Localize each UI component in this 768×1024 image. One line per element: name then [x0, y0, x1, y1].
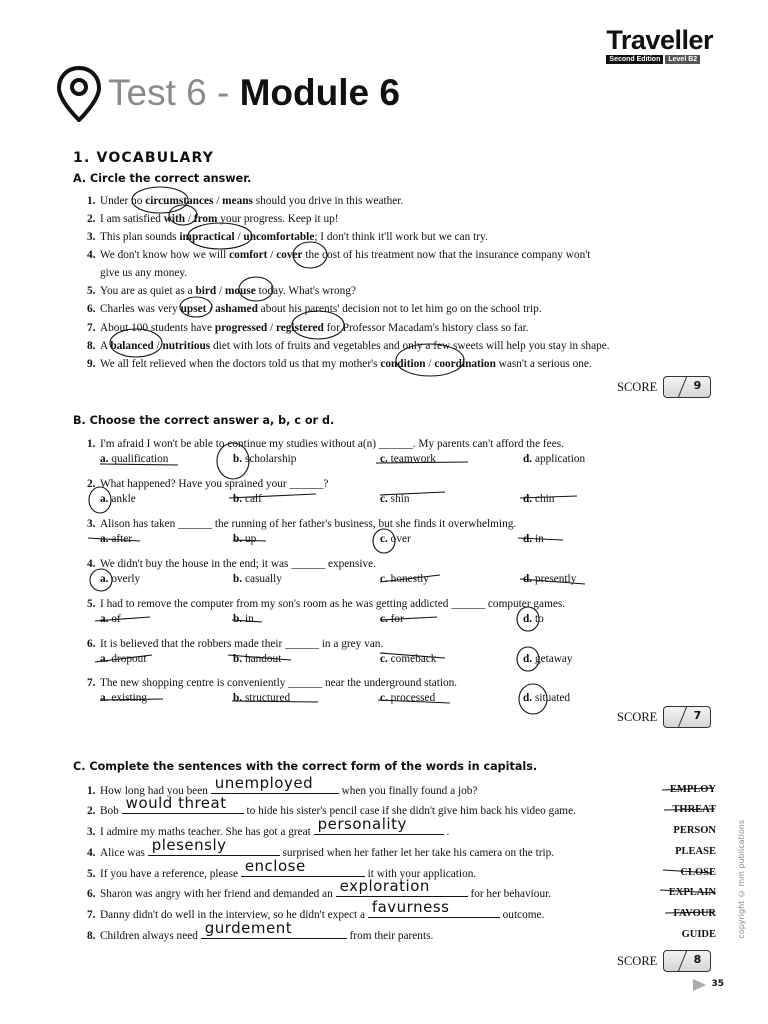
score-label: SCORE — [617, 953, 658, 968]
option-a: condition — [380, 358, 426, 370]
question-number: 6. — [87, 888, 96, 900]
answer-option — [100, 493, 136, 505]
sentence-end: when you finally found a job? — [341, 785, 478, 797]
module-name: Module 6 — [239, 72, 400, 113]
option-text: teamwork — [390, 453, 436, 465]
question-number: 5. — [87, 868, 96, 880]
question-number: 7. — [87, 909, 96, 921]
copyright-note: copyright © mm publications — [737, 820, 746, 939]
option-letter: d. — [523, 533, 533, 545]
answer-blank — [314, 815, 444, 835]
sentence-end: to hide his sister's pencil case if she didn't give him back his video game. — [246, 805, 576, 817]
capital-word: GUIDE — [681, 929, 716, 940]
option-text: in — [244, 613, 254, 625]
score-label: SCORE — [617, 709, 658, 724]
capital-word: FAVOUR — [673, 908, 716, 919]
option-text: in — [534, 533, 544, 545]
option-separator: / — [267, 322, 276, 334]
answer-option — [100, 533, 132, 545]
option-separator: / — [267, 249, 277, 261]
sentence-end: it with your application. — [367, 868, 477, 880]
sentence-end: . — [446, 826, 450, 838]
question-item — [87, 337, 610, 355]
option-text: situated — [534, 692, 571, 704]
question-item — [87, 595, 565, 613]
answer-option — [523, 613, 544, 625]
part-c-instruction: C. Complete the sentences with the correct form of the words in capitals. — [73, 760, 538, 773]
option-letter: c. — [380, 653, 388, 665]
option-letter: b. — [233, 692, 243, 704]
option-text: processed — [390, 692, 436, 704]
option-letter: a. — [100, 493, 109, 505]
sentence-start: How long had you been — [100, 785, 208, 797]
question-number: 3. — [87, 826, 96, 838]
question-number: 1. — [87, 195, 96, 207]
option-text: calf — [244, 493, 262, 505]
question-item — [87, 674, 457, 692]
question-number: 5. — [87, 285, 96, 297]
answer-option — [380, 533, 411, 545]
capital-word: PLEASE — [675, 846, 716, 857]
option-letter: b. — [233, 613, 243, 625]
handwritten-answer: personality — [317, 815, 407, 833]
option-text: chin — [534, 493, 555, 505]
question-text: Charles was very — [100, 303, 181, 315]
sentence-end: from their parents. — [349, 930, 434, 942]
option-text: to — [534, 613, 544, 625]
question-item — [87, 836, 555, 862]
option-text: getaway — [534, 653, 573, 665]
question-text: Alison has taken ______ the running of her father's business, but she finds it overwhelming. — [100, 518, 517, 530]
question-number: 7. — [87, 677, 96, 689]
option-text: scholarship — [244, 453, 297, 465]
option-letter: a. — [100, 653, 109, 665]
question-item — [87, 300, 542, 318]
question-text: We didn't buy the house in the end; it was ______ expensive. — [100, 558, 376, 570]
answer-option — [100, 453, 168, 465]
question-item — [87, 475, 328, 493]
answer-option — [523, 692, 570, 704]
question-number: 4. — [87, 558, 96, 570]
option-b: means — [222, 195, 253, 207]
question-number: 5. — [87, 598, 96, 610]
test-number: Test 6 - — [108, 72, 230, 113]
score-value: 7 — [693, 709, 702, 722]
question-text-end: should you drive in this weather. — [252, 195, 404, 207]
handwritten-answer: would threat — [125, 794, 227, 812]
option-text: shin — [390, 493, 410, 505]
question-text-end: your progress. Keep it up! — [217, 213, 339, 225]
sentence-start: If you have a reference, please — [100, 868, 238, 880]
question-number: 3. — [87, 518, 96, 530]
answer-option — [233, 692, 290, 704]
handwritten-answer: unemployed — [214, 774, 314, 792]
question-text: About 100 students have — [100, 322, 215, 334]
option-letter: c. — [380, 533, 388, 545]
answer-option — [523, 453, 585, 465]
brand-title: Traveller — [606, 25, 713, 55]
part-b-score — [617, 706, 711, 728]
question-text: I'm afraid I won't be able to continue my studies without a(n) ______. My parents can't afford the fees. — [100, 438, 564, 450]
question-number: 4. — [87, 249, 96, 261]
handwritten-answer: plesensly — [151, 836, 227, 854]
option-b: ashamed — [215, 303, 258, 315]
question-item — [87, 355, 592, 373]
capital-word: THREAT — [672, 804, 716, 815]
option-text: handout — [244, 653, 282, 665]
answer-option — [523, 533, 544, 545]
question-text: What happened? Have you sprained your ______? — [100, 478, 329, 490]
score-label: SCORE — [617, 379, 658, 394]
sentence-end: surprised when her father let her take his camera on the trip. — [282, 847, 555, 859]
option-letter: a. — [100, 533, 109, 545]
option-text: application — [534, 453, 586, 465]
option-separator: / — [216, 285, 225, 297]
brand-subtitle — [606, 55, 713, 64]
answer-option — [100, 573, 140, 585]
question-text: You are as quiet as a — [100, 285, 196, 297]
answer-option — [233, 573, 282, 585]
answer-option — [100, 692, 147, 704]
option-text: comeback — [390, 653, 437, 665]
page-title — [108, 68, 400, 118]
question-number: 2. — [87, 805, 96, 817]
answer-option — [233, 533, 256, 545]
page-number: 35 — [711, 979, 724, 989]
option-letter: d. — [523, 692, 533, 704]
answer-option — [233, 653, 281, 665]
handwritten-answer: gurdement — [204, 919, 293, 937]
part-c-score — [617, 950, 711, 972]
option-text: over — [390, 533, 411, 545]
section-heading: 1. VOCABULARY — [73, 150, 215, 166]
answer-option — [100, 653, 146, 665]
option-letter: a. — [100, 453, 109, 465]
question-text: I am satisfied — [100, 213, 164, 225]
option-letter: a. — [100, 613, 109, 625]
answer-blank — [336, 877, 468, 897]
option-letter: a. — [100, 573, 109, 585]
question-number: 4. — [87, 847, 96, 859]
sentence-end: outcome. — [502, 909, 545, 921]
question-item — [87, 192, 403, 210]
question-text-end: diet with lots of fruits and vegetables and only a few sweets will help you stay in shape. — [210, 340, 610, 352]
option-b: uncomfortable — [243, 231, 315, 243]
question-number: 7. — [87, 322, 96, 334]
option-a: circumstances — [145, 195, 214, 207]
answer-option — [380, 613, 404, 625]
question-number: 2. — [87, 478, 96, 490]
question-text: It is believed that the robbers made their ______ in a grey van. — [100, 638, 384, 650]
question-text-end: for Professor Macadam's history class so far. — [323, 322, 529, 334]
option-text: ankle — [111, 493, 136, 505]
option-separator: / — [153, 340, 163, 352]
question-number: 2. — [87, 213, 96, 225]
answer-option — [380, 653, 436, 665]
question-text: We don't know how we will — [100, 249, 230, 261]
option-b: nutritious — [162, 340, 211, 352]
question-text: We all felt relieved when the doctors told us that my mother's — [100, 358, 381, 370]
brand-logo — [606, 26, 713, 64]
score-box — [663, 950, 711, 972]
answer-option — [523, 573, 576, 585]
question-number: 9. — [87, 358, 96, 370]
question-item — [87, 635, 383, 653]
question-text: Under no — [100, 195, 146, 207]
option-b: cover — [276, 249, 303, 261]
score-box — [663, 376, 711, 398]
question-item — [87, 435, 564, 453]
capital-word: PERSON — [673, 825, 716, 836]
question-text-end: wasn't a serious one. — [495, 358, 592, 370]
option-a: with — [163, 213, 186, 225]
part-a-instruction: A. Circle the correct answer. — [73, 172, 252, 185]
option-text: after — [111, 533, 133, 545]
option-text: of — [111, 613, 121, 625]
option-letter: d. — [523, 653, 533, 665]
answer-blank — [122, 794, 244, 814]
option-letter: c. — [380, 573, 388, 585]
question-item — [87, 319, 529, 337]
next-page-arrow-icon — [693, 979, 706, 991]
option-a: impractical — [179, 231, 235, 243]
answer-blank — [148, 836, 280, 856]
sentence-start: Alice was — [100, 847, 145, 859]
handwritten-answer: favurness — [371, 898, 450, 916]
level-badge: Level B2 — [665, 55, 700, 64]
location-pin-icon — [56, 66, 102, 122]
part-a-score — [617, 376, 711, 398]
part-b-instruction: B. Choose the correct answer a, b, c or d. — [73, 414, 335, 427]
handwritten-answer: exploration — [339, 877, 430, 895]
question-number: 8. — [87, 340, 96, 352]
question-number: 1. — [87, 785, 96, 797]
answer-option — [523, 653, 573, 665]
option-text: qualification — [111, 453, 169, 465]
handwritten-answer: enclose — [244, 857, 306, 875]
question-item — [87, 555, 376, 573]
question-text-end: the cost of his treatment now that the insurance company won't — [302, 249, 591, 261]
option-a: bird — [195, 285, 217, 297]
option-text: casually — [244, 573, 282, 585]
option-separator: / — [234, 231, 244, 243]
option-letter: c. — [380, 493, 388, 505]
option-text: up — [244, 533, 257, 545]
option-letter: b. — [233, 533, 243, 545]
option-text: overly — [111, 573, 141, 585]
sentence-end: for her behaviour. — [470, 888, 552, 900]
question-item — [87, 210, 339, 228]
option-letter: d. — [523, 573, 533, 585]
question-item — [87, 515, 516, 533]
sentence-start: Bob — [100, 805, 119, 817]
question-text-end: ; I don't think it'll work but we can try. — [314, 231, 488, 243]
question-text: A — [100, 340, 111, 352]
option-letter: b. — [233, 493, 243, 505]
edition-badge: Second Edition — [606, 55, 663, 64]
option-separator: / — [425, 358, 435, 370]
option-b: coordination — [434, 358, 496, 370]
option-b: registered — [275, 322, 324, 334]
question-item — [87, 877, 552, 903]
option-letter: c. — [380, 613, 388, 625]
question-text: I had to remove the computer from my son's room as he was getting addicted ______ computer games. — [100, 598, 566, 610]
answer-option — [233, 613, 254, 625]
option-a: upset — [180, 303, 207, 315]
answer-blank — [241, 857, 365, 877]
answer-option — [233, 453, 296, 465]
question-item — [87, 228, 488, 246]
answer-option — [523, 493, 554, 505]
option-letter: d. — [523, 493, 533, 505]
capital-word: EXPLAIN — [668, 887, 716, 898]
answer-blank — [211, 774, 339, 794]
option-a: balanced — [110, 340, 154, 352]
option-text: honestly — [390, 573, 429, 585]
question-item — [87, 815, 450, 841]
answer-blank — [368, 898, 500, 918]
question-item — [87, 898, 545, 924]
score-value: 8 — [693, 953, 702, 966]
option-letter: b. — [233, 653, 243, 665]
option-letter: d. — [523, 453, 533, 465]
question-text-end: today. What's wrong? — [255, 285, 356, 297]
answer-option — [380, 692, 435, 704]
option-separator: / — [185, 213, 194, 225]
question-text-end: about his parents' decision not to let him go on the school trip. — [257, 303, 542, 315]
option-a: comfort — [229, 249, 268, 261]
answer-option — [380, 493, 410, 505]
question-item — [100, 264, 187, 282]
question-number: 6. — [87, 638, 96, 650]
option-text: existing — [111, 692, 148, 704]
sentence-start: I admire my maths teacher. She has got a great — [100, 826, 311, 838]
option-text: presently — [534, 573, 577, 585]
option-separator: / — [206, 303, 216, 315]
option-letter: d. — [523, 613, 533, 625]
score-value: 9 — [693, 379, 702, 392]
question-number: 1. — [87, 438, 96, 450]
capital-word: CLOSE — [680, 867, 716, 878]
answer-option — [380, 573, 429, 585]
answer-option — [233, 493, 262, 505]
option-a: progressed — [214, 322, 268, 334]
option-text: dropout — [111, 653, 147, 665]
option-letter: b. — [233, 453, 243, 465]
question-item — [87, 919, 434, 945]
question-number: 6. — [87, 303, 96, 315]
question-text: give us any money. — [100, 267, 188, 279]
option-letter: b. — [233, 573, 243, 585]
sentence-start: Sharon was angry with her friend and demanded an — [100, 888, 333, 900]
option-b: mouse — [225, 285, 256, 297]
question-text: The new shopping centre is conveniently ______ near the underground station. — [100, 677, 458, 689]
option-b: from — [193, 213, 218, 225]
question-number: 3. — [87, 231, 96, 243]
option-text: structured — [244, 692, 291, 704]
capital-word: EMPLOY — [669, 784, 716, 795]
sentence-start: Danny didn't do well in the interview, so he didn't expect a — [100, 909, 365, 921]
option-letter: c. — [380, 692, 388, 704]
option-letter: a. — [100, 692, 109, 704]
question-text: This plan sounds — [100, 231, 180, 243]
score-box — [663, 706, 711, 728]
answer-option — [100, 613, 121, 625]
option-letter: c. — [380, 453, 388, 465]
answer-option — [380, 453, 436, 465]
answer-blank — [201, 919, 347, 939]
question-item — [87, 282, 356, 300]
sentence-start: Children always need — [100, 930, 198, 942]
question-number: 8. — [87, 930, 96, 942]
option-separator: / — [213, 195, 223, 207]
question-item — [87, 246, 590, 264]
option-text: for — [390, 613, 404, 625]
